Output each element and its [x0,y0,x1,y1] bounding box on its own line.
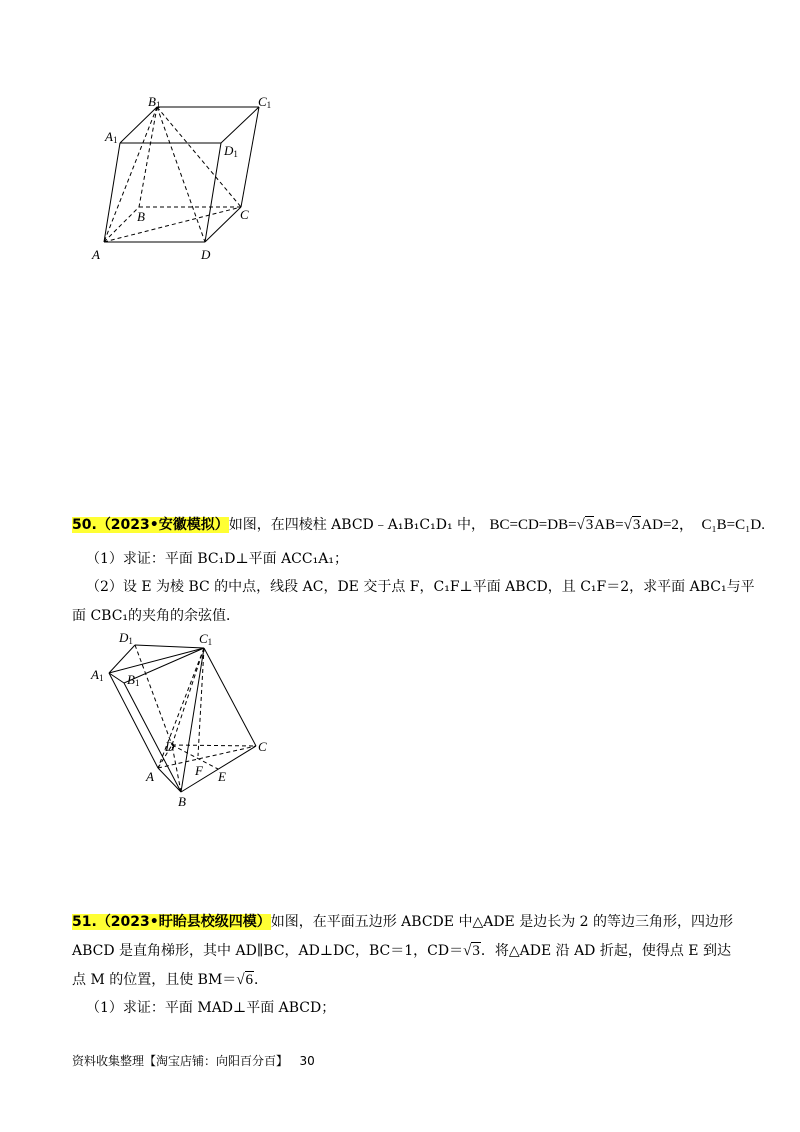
label-A1: A1 [105,129,118,145]
hidden-edge [104,107,157,242]
problem-intro: 如图，在四棱柱 ABCD﹣A₁B₁C₁D₁ 中， [228,517,486,533]
problem-number: 51. [72,914,97,930]
figure-prism-1 [85,90,285,270]
label-D1: D1 [224,143,238,159]
problem-51-line-2: ABCD 是直角梯形，其中 AD∥BC，AD⊥DC，BC＝1，CD＝√3．将△ADE 沿 AD 折起，使得点 E 到达 [72,943,731,959]
condition-formula: BC=CD=DB=√3AB=√3AD=2， C₁B=C₁D. [489,517,765,533]
edge [158,768,181,792]
problem-50-q2-line-1: （2）设 E 为棱 BC 的中点，线段 AC，DE 交于点 F，C₁F⊥平面 ABCD，且 C₁F＝2，求平面 ABC₁与平 [86,579,755,595]
label-A: A [92,247,100,262]
edge [109,645,135,673]
problem-number: 50. [72,517,97,533]
hidden-edge [104,207,241,242]
hidden-edge [172,745,256,746]
label-C1: C1 [199,631,213,647]
problem-source: （2023•盱眙县校级四模） [96,914,271,930]
label-A: A [146,769,154,784]
label-E: E [218,769,226,784]
label-B: B [178,794,186,809]
edge [204,648,256,746]
edge [135,645,204,648]
edge [205,207,241,242]
problem-51-line-3: 点 M 的位置，且使 BM＝√6． [72,972,269,988]
problem-50-q1: （1）求证：平面 BC₁D⊥平面 ACC₁A₁； [86,551,348,567]
label-D1: D1 [119,630,133,646]
label-A1: A1 [91,667,104,683]
hidden-edge [135,645,172,745]
label-B1: B1 [127,672,140,688]
problem-source: （2023•安徽模拟） [96,517,229,533]
hidden-edge [172,648,204,745]
label-C: C [258,739,267,754]
label-D: D [201,247,211,262]
page-number: 30 [299,1054,315,1068]
edge [104,143,120,242]
edge [205,143,221,242]
label-F: F [195,763,203,778]
figure-prism-2 [85,625,285,810]
problem-51-q1: （1）求证：平面 MAD⊥平面 ABCD； [86,1000,336,1016]
problem-51-line-1 [72,912,733,932]
problem-50-q2-line-2: 面 CBC₁的夹角的余弦值． [72,608,241,624]
footer-text: 资料收集整理【淘宝店铺：向阳百分百】 [72,1054,289,1068]
label-C1: C1 [258,94,272,110]
page-footer [72,1052,315,1069]
label-D: D [165,739,175,754]
problem-text: 如图，在平面五边形 ABCDE 中△ADE 是边长为 2 的等边三角形，四边形 [270,914,734,930]
label-C: C [240,207,249,222]
hidden-edge [157,107,205,242]
label-B1: B1 [148,94,161,110]
label-B: B [137,209,145,224]
problem-50-line-1 [72,515,765,535]
